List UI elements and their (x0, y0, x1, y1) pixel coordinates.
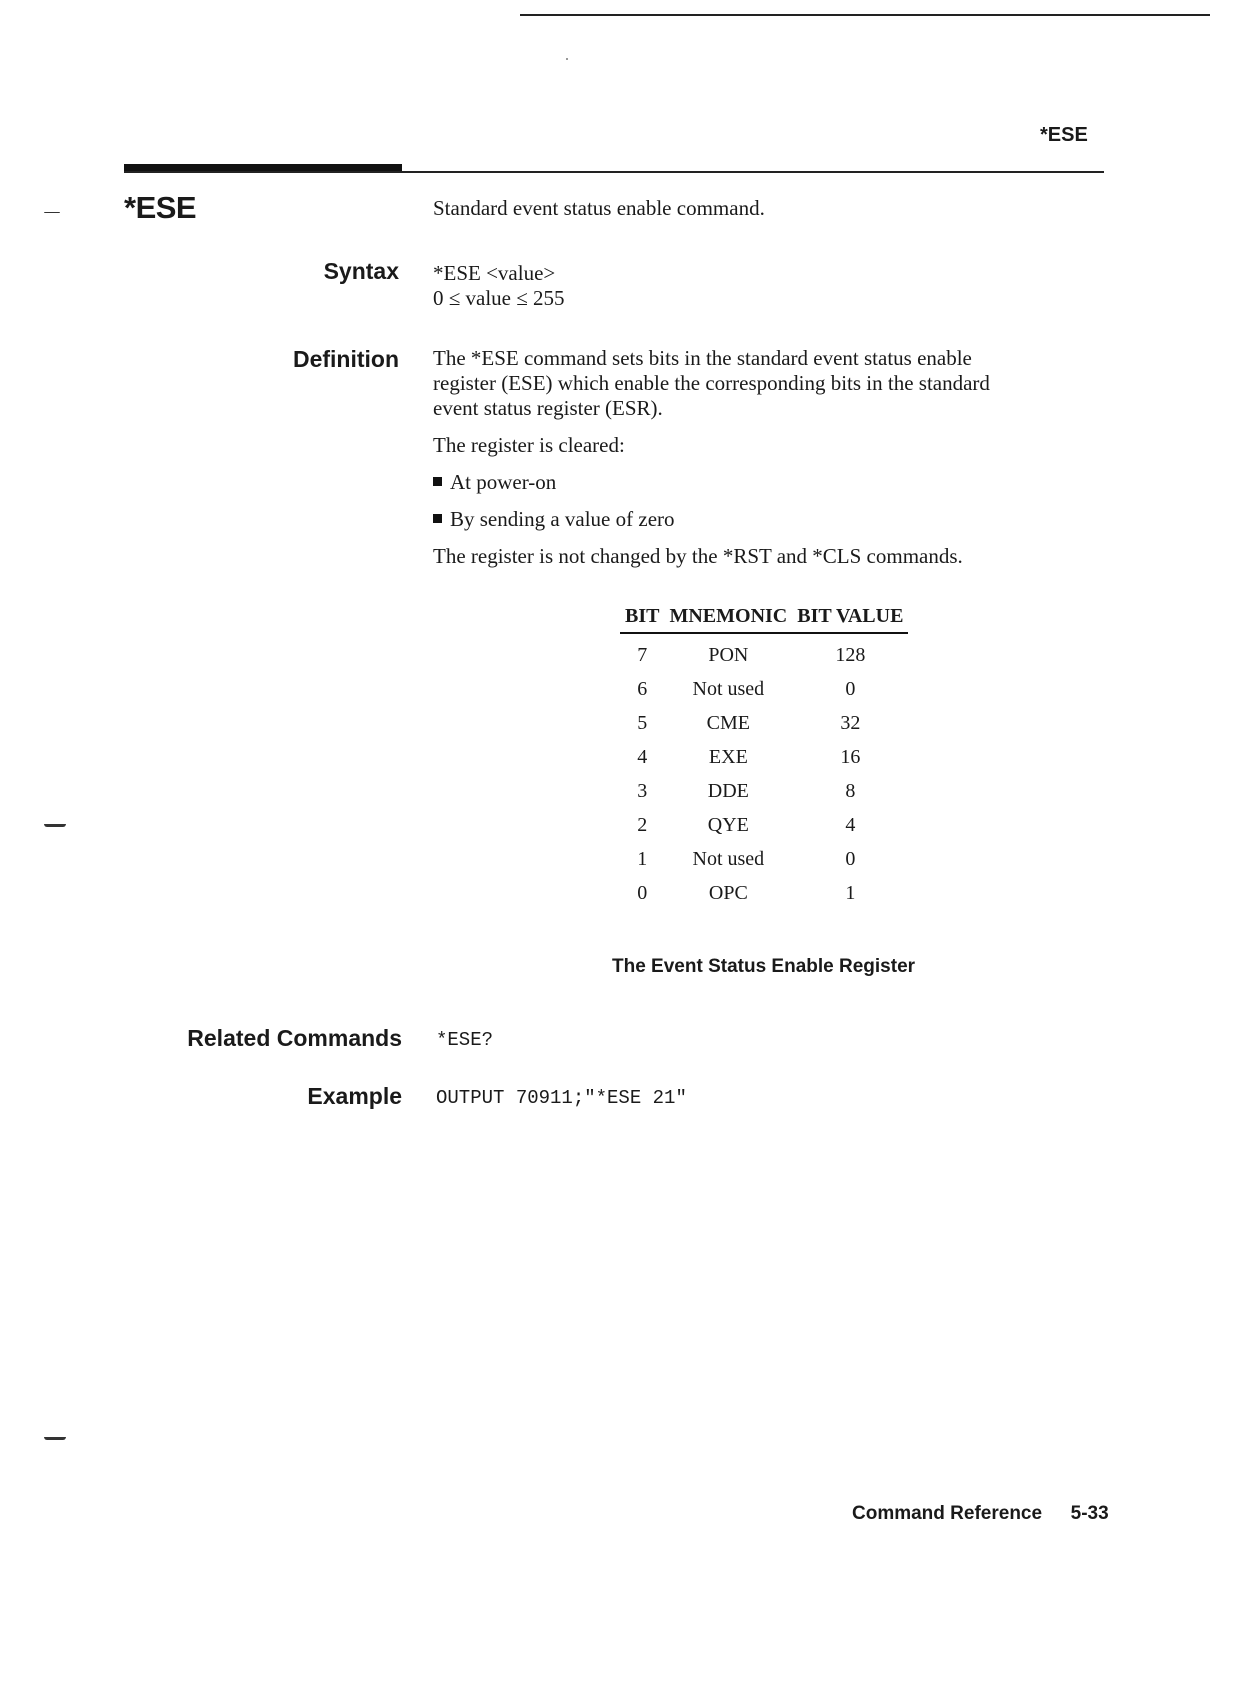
command-summary: Standard event status enable command. (433, 196, 765, 220)
syntax-range: 0 ≤ value ≤ 255 (433, 286, 565, 310)
list-item-text: At power-on (450, 470, 557, 494)
cell-mnemonic: PON (708, 643, 749, 666)
table-row (620, 808, 908, 842)
example-label: Example (307, 1083, 402, 1109)
cell-mnemonic: CME (706, 711, 751, 734)
example-code: OUTPUT 70911;"*ESE 21" (436, 1087, 687, 1109)
cell-mnemonic: EXE (708, 745, 748, 768)
footer-section: Command Reference (852, 1503, 1043, 1524)
cleared-intro: The register is cleared: (433, 433, 625, 457)
margin-mark (44, 824, 66, 827)
cell-bit: 7 (637, 643, 648, 666)
table-caption: The Event Status Enable Register (612, 956, 916, 977)
cell-bit: 3 (637, 779, 648, 802)
cell-value: 1 (845, 881, 856, 904)
table-row (620, 876, 908, 910)
related-value: *ESE? (436, 1029, 494, 1051)
scan-dot (566, 58, 568, 60)
page-footer (852, 1503, 1109, 1525)
table-header-row (620, 605, 908, 633)
page-number: 5-33 (1070, 1503, 1109, 1524)
table-row (620, 633, 908, 672)
definition-line: register (ESE) which enable the corresponding bits in the standard (433, 371, 990, 395)
definition-body (433, 346, 1113, 569)
syntax-block (433, 261, 565, 311)
cell-value: 8 (845, 779, 856, 802)
list-item (433, 470, 1113, 495)
cell-value: 4 (845, 813, 856, 836)
cell-bit: 6 (637, 677, 648, 700)
syntax-label: Syntax (323, 258, 399, 284)
bullet-icon (433, 514, 442, 523)
table-row (620, 740, 908, 774)
cell-mnemonic: DDE (707, 779, 749, 802)
bit-table-wrap (620, 605, 908, 910)
table-row (620, 842, 908, 876)
not-changed-note: The register is not changed by the *RST and *CLS commands. (433, 544, 963, 568)
header-bit: BIT (620, 605, 664, 633)
running-head: *ESE (1040, 124, 1088, 146)
command-title: *ESE (124, 190, 197, 225)
cell-mnemonic: QYE (707, 813, 749, 836)
cell-mnemonic: OPC (708, 881, 748, 904)
list-item (433, 507, 1113, 532)
definition-line: event status register (ESR). (433, 396, 663, 420)
definition-label: Definition (292, 346, 399, 372)
header-bit-value: BIT VALUE (792, 605, 908, 633)
cell-mnemonic: Not used (692, 677, 765, 700)
top-rule (520, 14, 1210, 16)
cell-mnemonic: Not used (692, 847, 765, 870)
header-mnemonic: MNEMONIC (664, 605, 792, 633)
cell-value: 16 (840, 745, 861, 768)
syntax-line: *ESE <value> (433, 261, 556, 285)
cell-value: 0 (845, 847, 856, 870)
cell-bit: 5 (637, 711, 648, 734)
cell-value: 128 (835, 643, 866, 666)
cell-bit: 1 (637, 847, 648, 870)
cell-value: 0 (845, 677, 856, 700)
cell-value: 32 (840, 711, 861, 734)
margin-mark (44, 212, 60, 213)
table-row (620, 672, 908, 706)
bullet-icon (433, 477, 442, 486)
cell-bit: 4 (637, 745, 648, 768)
bit-table (620, 605, 908, 910)
cell-bit: 2 (637, 813, 648, 836)
table-row (620, 706, 908, 740)
cell-bit: 0 (637, 881, 648, 904)
table-row (620, 774, 908, 808)
related-label: Related Commands (187, 1025, 402, 1051)
margin-mark (44, 1437, 66, 1440)
header-rule (124, 171, 1104, 173)
list-item-text: By sending a value of zero (450, 507, 675, 531)
definition-line: The *ESE command sets bits in the standard event status enable (433, 346, 972, 370)
